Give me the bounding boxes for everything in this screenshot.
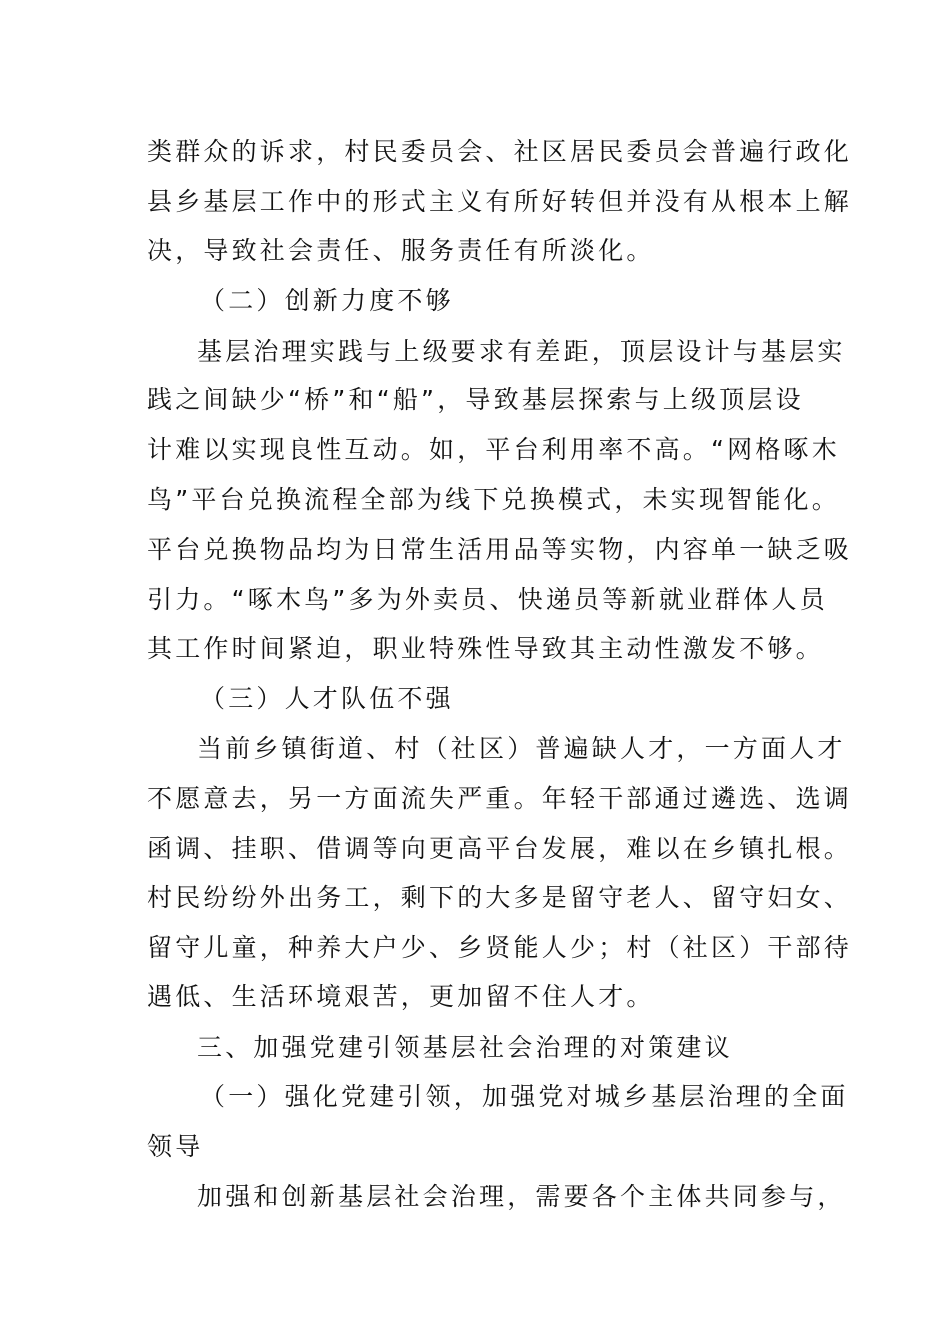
text-line: 不愿意去，另一方面流失严重。年轻干部通过遴选、选调	[147, 784, 853, 813]
text-line: 引力。“啄木鸟”多为外卖员、快递员等新就业群体人员	[147, 585, 828, 614]
text-line: 当前乡镇街道、村（社区）普遍缺人才，一方面人才	[197, 734, 846, 763]
section-heading: （三）人才队伍不强	[200, 684, 454, 713]
text-line: 计难以实现良性互动。如，平台利用率不高。“网格啄木	[147, 435, 840, 464]
subsection-heading: （一）强化党建引领，加强党对城乡基层治理的全面	[200, 1082, 849, 1111]
text-line: 遇低、生活环境艰苦，更加留不住人才。	[147, 982, 655, 1011]
text-line: 其工作时间紧迫，职业特殊性导致其主动性激发不够。	[147, 634, 824, 663]
text-line: 函调、挂职、借调等向更高平台发展，难以在乡镇扎根。	[147, 834, 853, 863]
section-heading: 三、加强党建引领基层社会治理的对策建议	[197, 1033, 733, 1062]
text-line: 村民纷纷外出务工，剩下的大多是留守老人、留守妇女、	[147, 883, 853, 912]
text-line: 县乡基层工作中的形式主义有所好转但并没有从根本上解	[147, 187, 853, 216]
section-heading: （二）创新力度不够	[200, 286, 454, 315]
text-line: 平台兑换物品均为日常生活用品等实物，内容单一缺乏吸	[147, 535, 853, 564]
text-line: 鸟”平台兑换流程全部为线下兑换模式，未实现智能化。	[147, 485, 840, 514]
text-line: 类群众的诉求，村民委员会、社区居民委员会普遍行政化	[147, 137, 853, 166]
text-line: 决，导致社会责任、服务责任有所淡化。	[147, 236, 655, 265]
text-line: 留守儿童，种养大户少、乡贤能人少；村（社区）干部待	[147, 933, 853, 962]
text-line: 践之间缺少“桥”和“船”，导致基层探索与上级顶层设	[147, 385, 804, 414]
text-line: 领导	[147, 1132, 204, 1161]
text-line: 加强和创新基层社会治理，需要各个主体共同参与，	[197, 1182, 846, 1211]
text-line: 基层治理实践与上级要求有差距，顶层设计与基层实	[197, 337, 846, 366]
